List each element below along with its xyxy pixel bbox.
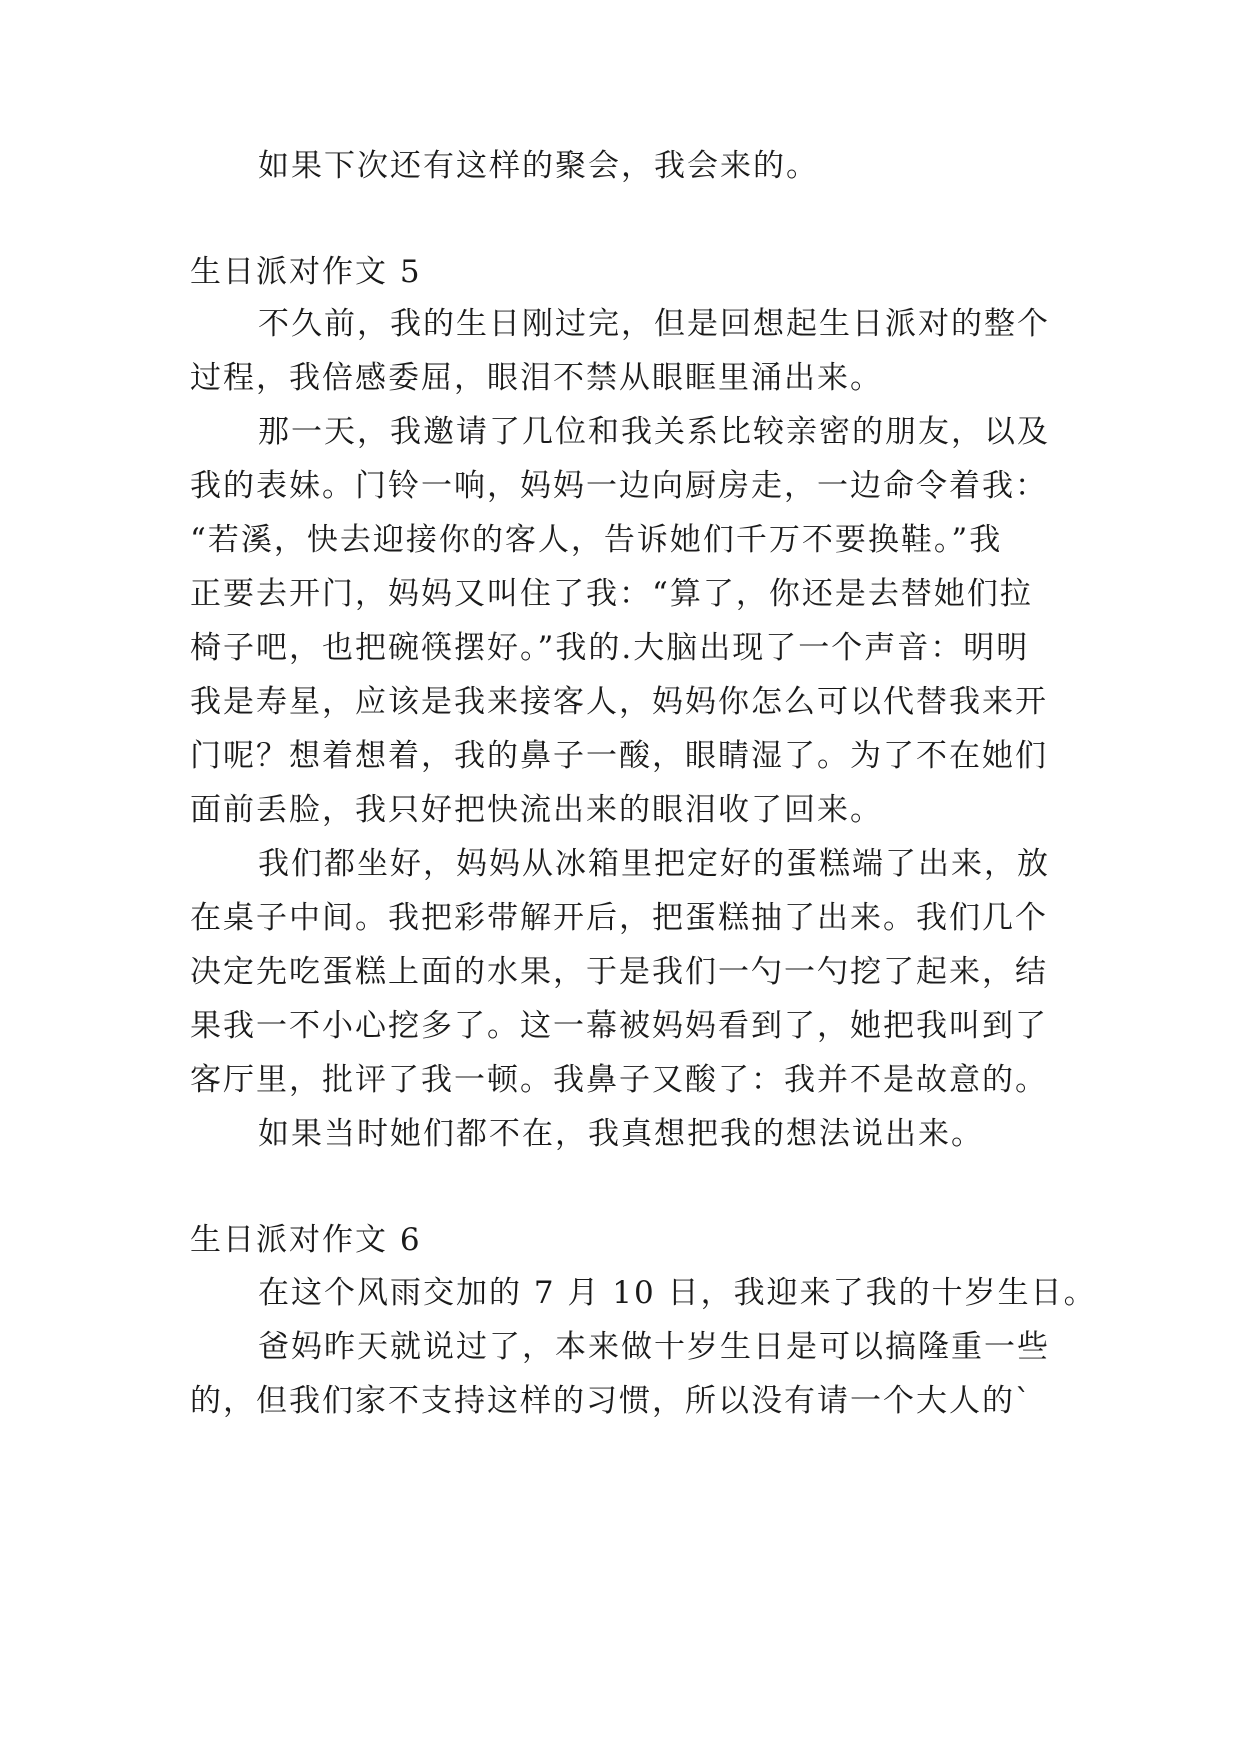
paragraph-line: 在桌子中间。我把彩带解开后，把蛋糕抽了出来。我们几个 <box>190 900 1048 936</box>
paragraph-line: “若溪，快去迎接你的客人，告诉她们千万不要换鞋。”我 <box>190 522 1003 558</box>
paragraph-line: 不久前，我的生日刚过完，但是回想起生日派对的整个 <box>258 306 1050 342</box>
paragraph-line: 我们都坐好，妈妈从冰箱里把定好的蛋糕端了出来，放 <box>258 846 1050 882</box>
paragraph-line: 椅子吧，也把碗筷摆好。”我的.大脑出现了一个声音：明明 <box>190 630 1030 666</box>
paragraph-line: 决定先吃蛋糕上面的水果，于是我们一勺一勺挖了起来，结 <box>190 954 1048 990</box>
paragraph-line: 面前丢脸，我只好把快流出来的眼泪收了回来。 <box>190 792 883 828</box>
paragraph-line: 客厅里，批评了我一顿。我鼻子又酸了：我并不是故意的。 <box>190 1062 1048 1098</box>
paragraph-line: 正要去开门，妈妈又叫住了我：“算了，你还是去替她们拉 <box>190 576 1033 612</box>
paragraph-line: 门呢？想着想着，我的鼻子一酸，眼睛湿了。为了不在她们 <box>190 738 1048 774</box>
paragraph-line: 的，但我们家不支持这样的习惯，所以没有请一个大人的` <box>190 1383 1033 1419</box>
paragraph-line: 我是寿星，应该是我来接客人，妈妈你怎么可以代替我来开 <box>190 684 1048 720</box>
paragraph-line: 如果当时她们都不在，我真想把我的想法说出来。 <box>258 1116 984 1152</box>
paragraph-line: 如果下次还有这样的聚会，我会来的。 <box>258 148 819 184</box>
paragraph-line: 爸妈昨天就说过了，本来做十岁生日是可以搞隆重一些 <box>258 1329 1050 1365</box>
paragraph-line: 在这个风雨交加的 7 月 10 日，我迎来了我的十岁生日。 <box>258 1275 1097 1311</box>
paragraph-line: 我的表妹。门铃一响，妈妈一边向厨房走，一边命令着我： <box>190 468 1048 504</box>
section-heading: 生日派对作文 6 <box>190 1222 422 1258</box>
paragraph-line: 过程，我倍感委屈，眼泪不禁从眼眶里涌出来。 <box>190 360 883 396</box>
paragraph-line: 那一天，我邀请了几位和我关系比较亲密的朋友，以及 <box>258 414 1050 450</box>
paragraph-line: 果我一不小心挖多了。这一幕被妈妈看到了，她把我叫到了 <box>190 1008 1048 1044</box>
section-heading: 生日派对作文 5 <box>190 254 422 290</box>
